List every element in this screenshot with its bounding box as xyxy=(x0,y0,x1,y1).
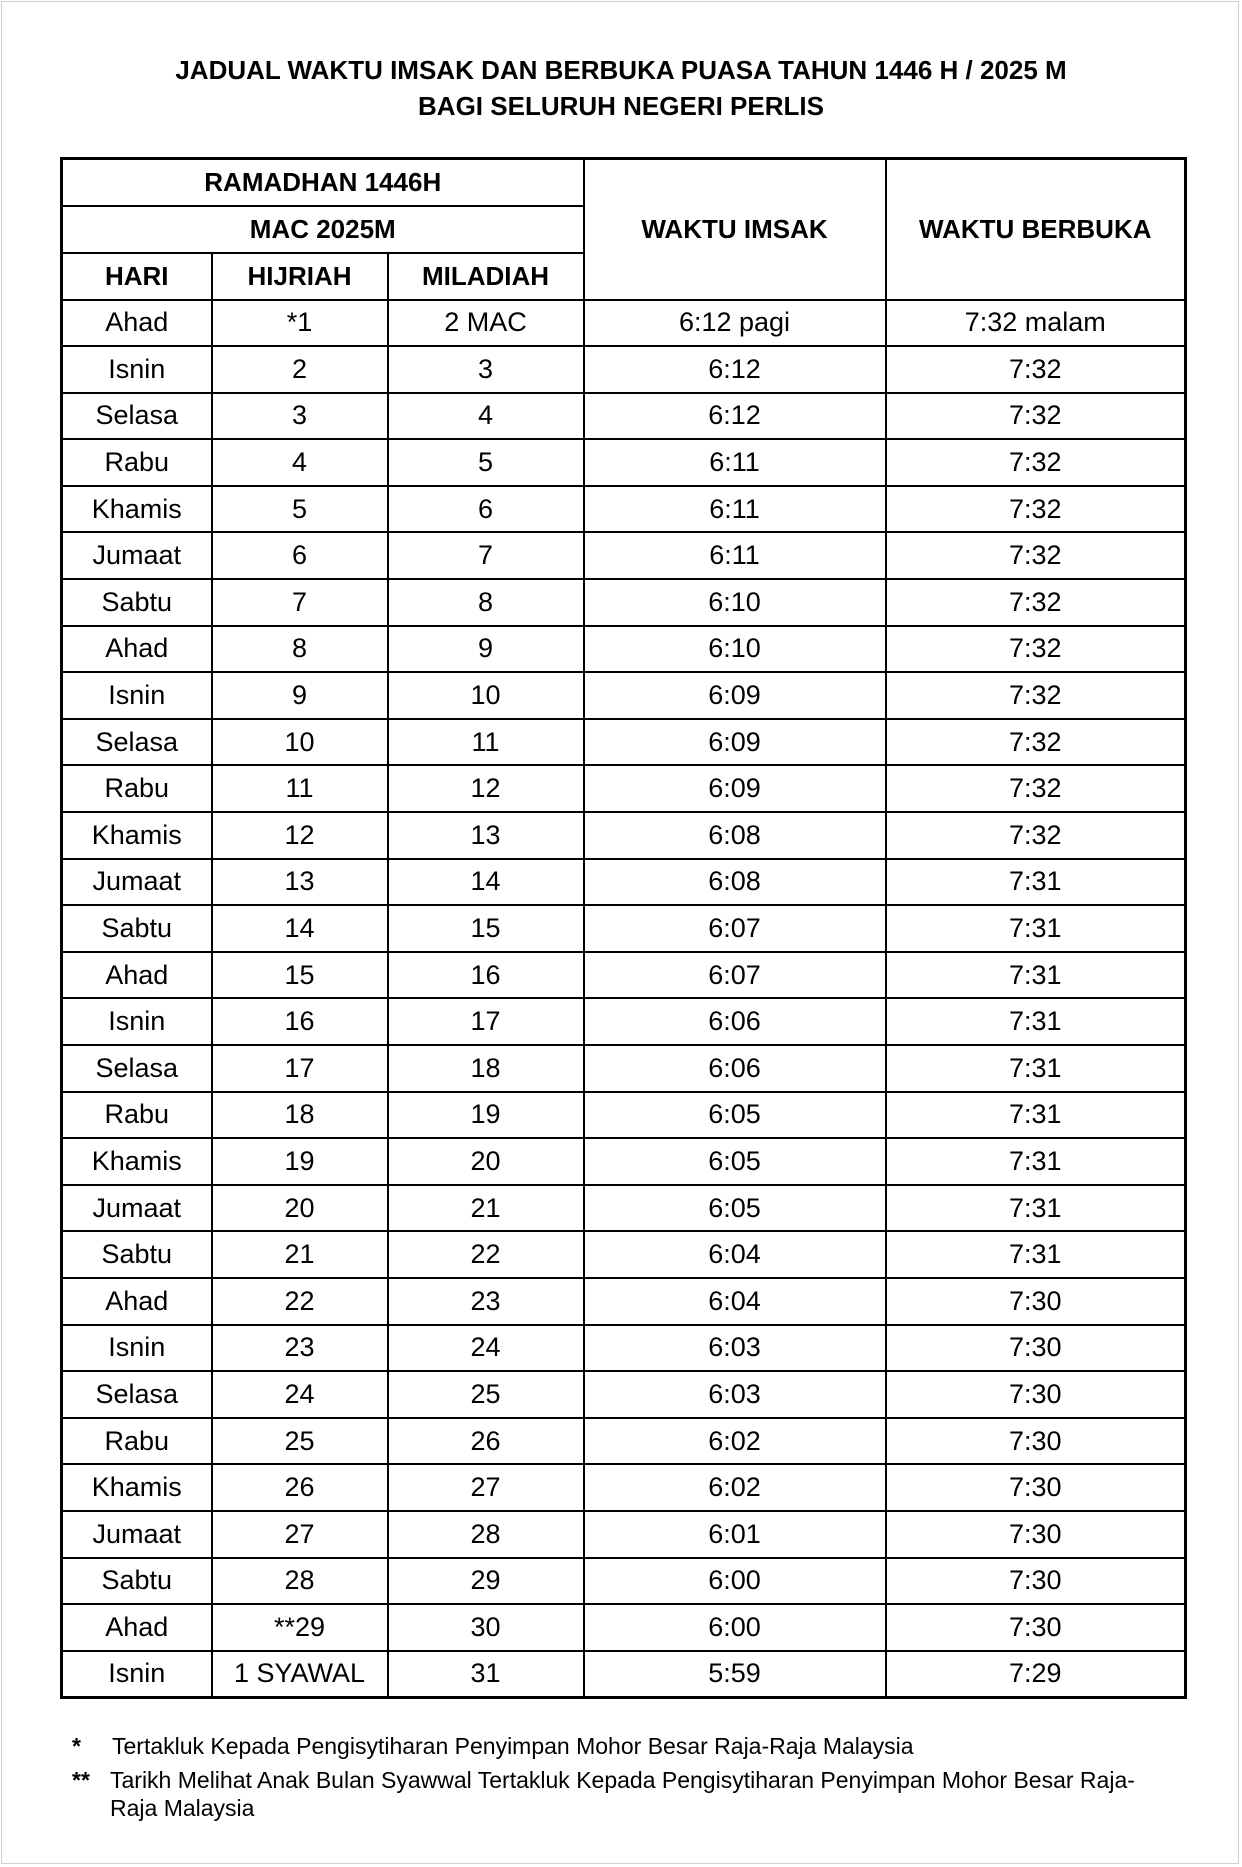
cell-waktu-imsak: 6:07 xyxy=(584,905,886,952)
cell-waktu-imsak: 6:09 xyxy=(584,765,886,812)
cell-hari: Sabtu xyxy=(62,1558,212,1605)
table-row xyxy=(62,1092,1186,1139)
cell-miladiah: 16 xyxy=(388,952,584,999)
cell-hijriah: 17 xyxy=(212,1045,388,1092)
table-row xyxy=(62,532,1186,579)
cell-miladiah: 5 xyxy=(388,439,584,486)
cell-miladiah: 30 xyxy=(388,1604,584,1651)
cell-hijriah: 2 xyxy=(212,346,388,393)
cell-waktu-imsak: 6:03 xyxy=(584,1371,886,1418)
cell-waktu-berbuka: 7:30 xyxy=(886,1511,1186,1558)
cell-waktu-imsak: 6:01 xyxy=(584,1511,886,1558)
table-row xyxy=(62,1185,1186,1232)
footnotes xyxy=(72,1732,1160,1822)
cell-waktu-imsak: 6:11 xyxy=(584,486,886,533)
cell-hijriah: 8 xyxy=(212,626,388,673)
schedule-body xyxy=(62,300,1186,1698)
footnote-text: Tertakluk Kepada Pengisytiharan Penyimpan Mohor Besar Raja-Raja Malaysia xyxy=(112,1733,914,1759)
cell-waktu-berbuka: 7:30 xyxy=(886,1371,1186,1418)
table-row xyxy=(62,719,1186,766)
table-row xyxy=(62,952,1186,999)
cell-miladiah: 8 xyxy=(388,579,584,626)
cell-hari: Khamis xyxy=(62,486,212,533)
cell-hijriah: 20 xyxy=(212,1185,388,1232)
cell-hari: Khamis xyxy=(62,812,212,859)
cell-hijriah: 19 xyxy=(212,1138,388,1185)
cell-miladiah: 26 xyxy=(388,1418,584,1465)
cell-waktu-berbuka: 7:32 xyxy=(886,812,1186,859)
cell-miladiah: 7 xyxy=(388,532,584,579)
cell-hijriah: 23 xyxy=(212,1325,388,1372)
cell-waktu-imsak: 5:59 xyxy=(584,1651,886,1698)
cell-hijriah: 1 SYAWAL xyxy=(212,1651,388,1698)
cell-waktu-imsak: 6:06 xyxy=(584,998,886,1045)
footnote-1 xyxy=(72,1732,1160,1760)
cell-waktu-imsak: 6:05 xyxy=(584,1185,886,1232)
cell-miladiah: 24 xyxy=(388,1325,584,1372)
cell-hari: Ahad xyxy=(62,952,212,999)
cell-waktu-imsak: 6:09 xyxy=(584,672,886,719)
table-row xyxy=(62,1651,1186,1698)
cell-hari: Isnin xyxy=(62,1651,212,1698)
cell-hari: Isnin xyxy=(62,998,212,1045)
cell-waktu-berbuka: 7:31 xyxy=(886,1138,1186,1185)
cell-waktu-berbuka: 7:31 xyxy=(886,1045,1186,1092)
cell-waktu-imsak: 6:08 xyxy=(584,859,886,906)
header-ramadhan: RAMADHAN 1446H xyxy=(62,159,584,206)
cell-miladiah: 6 xyxy=(388,486,584,533)
cell-waktu-berbuka: 7:32 xyxy=(886,439,1186,486)
cell-miladiah: 14 xyxy=(388,859,584,906)
cell-waktu-imsak: 6:10 xyxy=(584,626,886,673)
cell-hari: Ahad xyxy=(62,1604,212,1651)
cell-miladiah: 2 MAC xyxy=(388,300,584,347)
cell-waktu-imsak: 6:04 xyxy=(584,1231,886,1278)
table-row xyxy=(62,486,1186,533)
cell-waktu-berbuka: 7:31 xyxy=(886,952,1186,999)
cell-hijriah: 3 xyxy=(212,393,388,440)
cell-miladiah: 23 xyxy=(388,1278,584,1325)
cell-hari: Jumaat xyxy=(62,1185,212,1232)
cell-waktu-berbuka: 7:32 xyxy=(886,765,1186,812)
header-hijriah: HIJRIAH xyxy=(212,253,388,300)
cell-waktu-berbuka: 7:30 xyxy=(886,1558,1186,1605)
cell-hari: Jumaat xyxy=(62,1511,212,1558)
cell-waktu-imsak: 6:12 xyxy=(584,393,886,440)
table-row xyxy=(62,439,1186,486)
schedule-table xyxy=(60,157,1187,1699)
cell-hijriah: 21 xyxy=(212,1231,388,1278)
cell-waktu-berbuka: 7:31 xyxy=(886,1185,1186,1232)
footnote-2 xyxy=(72,1766,1160,1822)
cell-hari: Sabtu xyxy=(62,1231,212,1278)
cell-waktu-imsak: 6:02 xyxy=(584,1464,886,1511)
cell-waktu-imsak: 6:05 xyxy=(584,1092,886,1139)
cell-hijriah: 14 xyxy=(212,905,388,952)
table-row xyxy=(62,998,1186,1045)
cell-hari: Isnin xyxy=(62,1325,212,1372)
table-row xyxy=(62,1604,1186,1651)
header-mac: MAC 2025M xyxy=(62,206,584,253)
table-row xyxy=(62,765,1186,812)
cell-hari: Isnin xyxy=(62,672,212,719)
cell-hari: Rabu xyxy=(62,765,212,812)
cell-waktu-imsak: 6:10 xyxy=(584,579,886,626)
cell-waktu-imsak: 6:03 xyxy=(584,1325,886,1372)
table-row xyxy=(62,1325,1186,1372)
table-row xyxy=(62,812,1186,859)
cell-waktu-berbuka: 7:30 xyxy=(886,1325,1186,1372)
table-row xyxy=(62,1511,1186,1558)
cell-hari: Selasa xyxy=(62,719,212,766)
cell-miladiah: 11 xyxy=(388,719,584,766)
table-row xyxy=(62,626,1186,673)
cell-miladiah: 15 xyxy=(388,905,584,952)
cell-hijriah: 28 xyxy=(212,1558,388,1605)
cell-hijriah: 5 xyxy=(212,486,388,533)
cell-waktu-berbuka: 7:31 xyxy=(886,1231,1186,1278)
cell-waktu-berbuka: 7:30 xyxy=(886,1278,1186,1325)
table-row xyxy=(62,346,1186,393)
cell-hijriah: *1 xyxy=(212,300,388,347)
cell-waktu-imsak: 6:11 xyxy=(584,439,886,486)
table-row xyxy=(62,300,1186,347)
cell-waktu-berbuka: 7:31 xyxy=(886,998,1186,1045)
cell-waktu-berbuka: 7:30 xyxy=(886,1604,1186,1651)
cell-waktu-imsak: 6:05 xyxy=(584,1138,886,1185)
cell-hari: Rabu xyxy=(62,1418,212,1465)
cell-hijriah: 12 xyxy=(212,812,388,859)
table-row xyxy=(62,1045,1186,1092)
cell-miladiah: 12 xyxy=(388,765,584,812)
cell-hari: Isnin xyxy=(62,346,212,393)
cell-hijriah: 10 xyxy=(212,719,388,766)
cell-miladiah: 9 xyxy=(388,626,584,673)
table-row xyxy=(62,393,1186,440)
cell-miladiah: 13 xyxy=(388,812,584,859)
cell-waktu-berbuka: 7:32 xyxy=(886,346,1186,393)
cell-miladiah: 31 xyxy=(388,1651,584,1698)
cell-waktu-imsak: 6:11 xyxy=(584,532,886,579)
footnote-mark: * xyxy=(72,1733,81,1759)
cell-miladiah: 18 xyxy=(388,1045,584,1092)
cell-waktu-berbuka: 7:32 xyxy=(886,579,1186,626)
cell-waktu-imsak: 6:00 xyxy=(584,1558,886,1605)
table-row xyxy=(62,1464,1186,1511)
cell-waktu-berbuka: 7:31 xyxy=(886,859,1186,906)
cell-hijriah: 13 xyxy=(212,859,388,906)
table-row xyxy=(62,579,1186,626)
cell-waktu-berbuka: 7:31 xyxy=(886,1092,1186,1139)
cell-waktu-imsak: 6:06 xyxy=(584,1045,886,1092)
cell-hari: Jumaat xyxy=(62,859,212,906)
cell-hari: Ahad xyxy=(62,626,212,673)
table-row xyxy=(62,1418,1186,1465)
cell-miladiah: 21 xyxy=(388,1185,584,1232)
cell-waktu-berbuka: 7:32 xyxy=(886,626,1186,673)
table-row xyxy=(62,1138,1186,1185)
cell-hijriah: 18 xyxy=(212,1092,388,1139)
cell-waktu-berbuka: 7:32 xyxy=(886,532,1186,579)
cell-waktu-berbuka: 7:32 xyxy=(886,486,1186,533)
cell-waktu-berbuka: 7:29 xyxy=(886,1651,1186,1698)
cell-hari: Ahad xyxy=(62,1278,212,1325)
cell-hijriah: 15 xyxy=(212,952,388,999)
header-waktu-berbuka: WAKTU BERBUKA xyxy=(886,159,1186,300)
cell-hijriah: 4 xyxy=(212,439,388,486)
cell-hari: Ahad xyxy=(62,300,212,347)
cell-waktu-imsak: 6:07 xyxy=(584,952,886,999)
header-waktu-imsak: WAKTU IMSAK xyxy=(584,159,886,300)
cell-waktu-imsak: 6:02 xyxy=(584,1418,886,1465)
cell-hijriah: 9 xyxy=(212,672,388,719)
cell-miladiah: 25 xyxy=(388,1371,584,1418)
cell-hari: Jumaat xyxy=(62,532,212,579)
table-row xyxy=(62,1231,1186,1278)
cell-waktu-berbuka: 7:30 xyxy=(886,1418,1186,1465)
cell-hijriah: 26 xyxy=(212,1464,388,1511)
cell-hari: Selasa xyxy=(62,1371,212,1418)
table-row xyxy=(62,905,1186,952)
header-hari: HARI xyxy=(62,253,212,300)
cell-waktu-imsak: 6:12 pagi xyxy=(584,300,886,347)
cell-hijriah: 6 xyxy=(212,532,388,579)
cell-miladiah: 19 xyxy=(388,1092,584,1139)
cell-miladiah: 28 xyxy=(388,1511,584,1558)
cell-miladiah: 29 xyxy=(388,1558,584,1605)
cell-waktu-imsak: 6:08 xyxy=(584,812,886,859)
cell-hari: Khamis xyxy=(62,1464,212,1511)
footnote-mark: ** xyxy=(72,1767,90,1793)
cell-hari: Selasa xyxy=(62,1045,212,1092)
cell-waktu-imsak: 6:04 xyxy=(584,1278,886,1325)
page-title: JADUAL WAKTU IMSAK DAN BERBUKA PUASA TAHUN 1446 H / 2025 M xyxy=(175,55,1067,85)
cell-miladiah: 22 xyxy=(388,1231,584,1278)
header-miladiah: MILADIAH xyxy=(388,253,584,300)
cell-hari: Selasa xyxy=(62,393,212,440)
cell-hari: Sabtu xyxy=(62,905,212,952)
cell-waktu-imsak: 6:12 xyxy=(584,346,886,393)
cell-hari: Khamis xyxy=(62,1138,212,1185)
cell-hijriah: 24 xyxy=(212,1371,388,1418)
cell-miladiah: 20 xyxy=(388,1138,584,1185)
cell-waktu-imsak: 6:09 xyxy=(584,719,886,766)
cell-hijriah: **29 xyxy=(212,1604,388,1651)
cell-hijriah: 22 xyxy=(212,1278,388,1325)
cell-waktu-imsak: 6:00 xyxy=(584,1604,886,1651)
cell-hijriah: 7 xyxy=(212,579,388,626)
cell-hari: Sabtu xyxy=(62,579,212,626)
cell-waktu-berbuka: 7:30 xyxy=(886,1464,1186,1511)
cell-hijriah: 11 xyxy=(212,765,388,812)
table-row xyxy=(62,1278,1186,1325)
page-subtitle: BAGI SELURUH NEGERI PERLIS xyxy=(418,91,824,121)
cell-hari: Rabu xyxy=(62,1092,212,1139)
cell-waktu-berbuka: 7:32 malam xyxy=(886,300,1186,347)
cell-miladiah: 10 xyxy=(388,672,584,719)
table-row xyxy=(62,1371,1186,1418)
cell-hijriah: 16 xyxy=(212,998,388,1045)
footnote-text: Tarikh Melihat Anak Bulan Syawwal Tertakluk Kepada Pengisytiharan Penyimpan Mohor Besar Raja-Raja Malaysia xyxy=(110,1767,1135,1821)
table-row xyxy=(62,859,1186,906)
cell-miladiah: 3 xyxy=(388,346,584,393)
cell-hijriah: 27 xyxy=(212,1511,388,1558)
cell-miladiah: 27 xyxy=(388,1464,584,1511)
table-row xyxy=(62,1558,1186,1605)
table-row xyxy=(62,672,1186,719)
cell-waktu-berbuka: 7:32 xyxy=(886,672,1186,719)
cell-hijriah: 25 xyxy=(212,1418,388,1465)
cell-waktu-berbuka: 7:32 xyxy=(886,393,1186,440)
cell-waktu-berbuka: 7:31 xyxy=(886,905,1186,952)
cell-miladiah: 17 xyxy=(388,998,584,1045)
cell-waktu-berbuka: 7:32 xyxy=(886,719,1186,766)
cell-hari: Rabu xyxy=(62,439,212,486)
cell-miladiah: 4 xyxy=(388,393,584,440)
